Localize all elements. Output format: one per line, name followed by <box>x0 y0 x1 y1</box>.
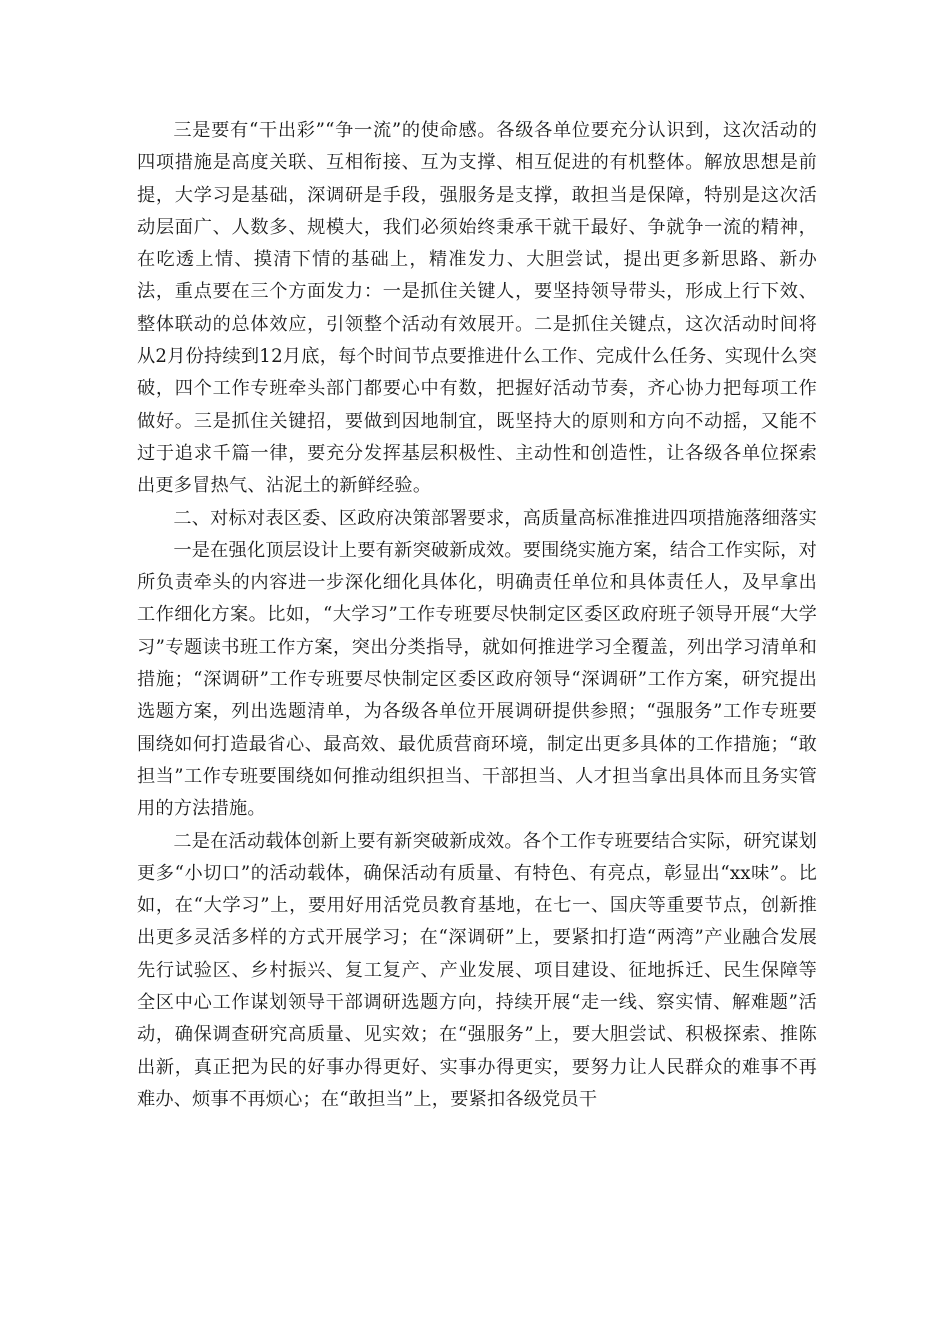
paragraph-top-level-design: 一是在强化顶层设计上要有新突破新成效。要围绕实施方案，结合工作实际，对所负责牵头的内容进一步深化细化具体化，明确责任单位和具体责任人，及早拿出工作细化方案。比如，“大学习”工作专班要尽快制定区委区政府班子领导开展“大学习”专题读书班工作方案，突出分类指导，就如何推进学习全覆盖，列出学习清单和措施；“深调研”工作专班要尽快制定区委区政府领导“深调研”工作方案，研究提出选题方案，列出选题清单，为各级各单位开展调研提供参照；“强服务”工作专班要围绕如何打造最省心、最高效、最优质营商环境，制定出更多具体的工作措施；“敢担当”工作专班要围绕如何推动组织担当、干部担当、人才担当拿出具体而且务实管用的方法措施。 <box>137 539 817 820</box>
paragraph-activity-carrier: 二是在活动载体创新上要有新突破新成效。各个工作专班要结合实际，研究谋划更多“小切口”的活动载体，确保活动有质量、有特色、有亮点，彰显出“xx味”。比如，在“大学习”上，要用好用活党员教育基地，在七一、国庆等重要节点，创新推出更多灵活多样的方式开展学习；在“深调研”上，要紧扣打造“两湾”产业融合发展先行试验区、乡村振兴、复工复产、产业发展、项目建设、征地拆迁、民生保障等全区中心工作谋划领导干部调研选题方向，持续开展“走一线、察实情、解难题”活动，确保调查研究高质量、见实效；在“强服务”上，要大胆尝试、积极探索、推陈出新，真正把为民的好事办得更好、实事办得更实，要努力让人民群众的难事不再难办、烦事不再烦心；在“敢担当”上，要紧扣各级党员干 <box>137 830 817 1110</box>
document-page <box>137 115 817 1116</box>
paragraph-sense-of-mission: 三是要有“干出彩”“争一流”的使命感。各级各单位要充分认识到，这次活动的四项措施是高度关联、互相衔接、互为支撑、相互促进的有机整体。解放思想是前提，大学习是基础，深调研是手段，强服务是支撑，敢担当是保障，特别是这次活动层面广、人数多、规模大，我们必须始终秉承干就干最好、争就争一流的精神，在吃透上情、摸清下情的基础上，精准发力、大胆尝试，提出更多新思路、新办法，重点要在三个方面发力：一是抓住关键人，要坚持领导带头，形成上行下效、整体联动的总体效应，引领整个活动有效展开。二是抓住关键点，这次活动时间将从2月份持续到12月底，每个时间节点要推进什么工作、完成什么任务、实现什么突破，四个工作专班牵头部门都要心中有数，把握好活动节奏，齐心协力把每项工作做好。三是抓住关键招，要做到因地制宜，既坚持大的原则和方向不动摇，又能不过于追求千篇一律，要充分发挥基层积极性、主动性和创造性，让各级各单位探索出更多冒热气、沾泥土的新鲜经验。 <box>137 120 817 497</box>
section-heading-2: 二、对标对表区委、区政府决策部署要求，高质量高标准推进四项措施落细落实 <box>173 507 817 529</box>
